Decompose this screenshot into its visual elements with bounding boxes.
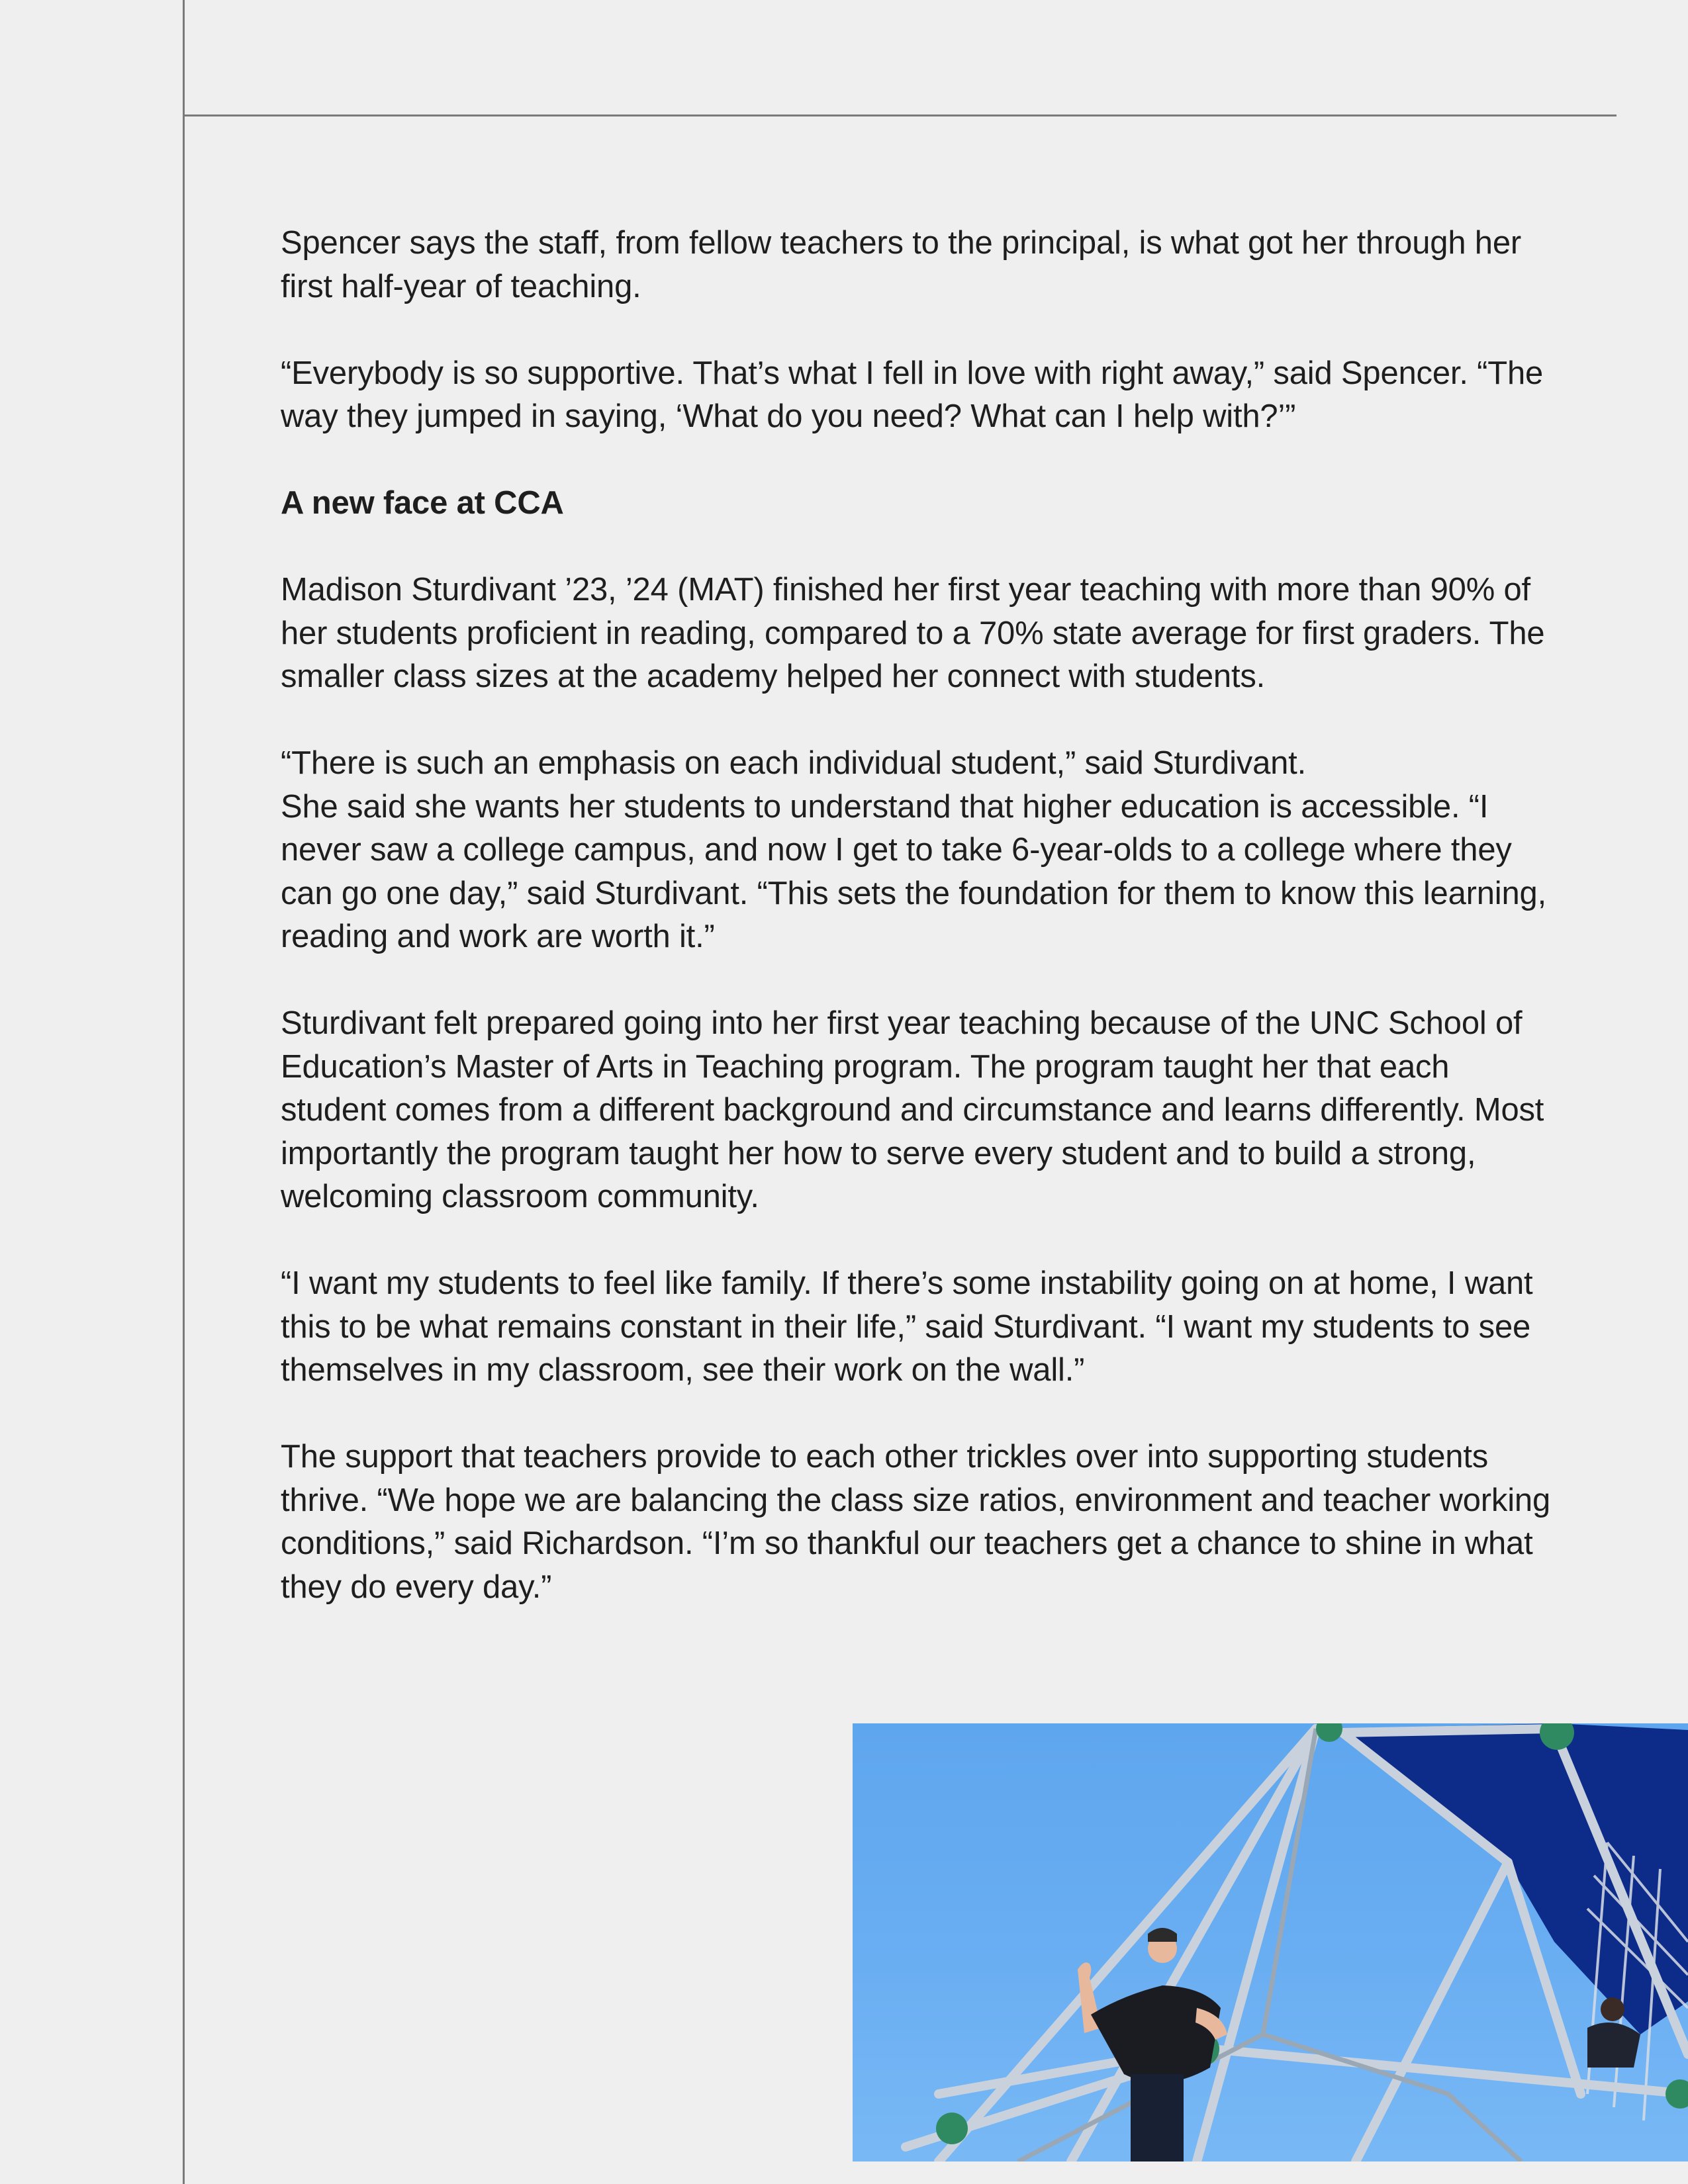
paragraph-richardson-quote: The support that teachers provide to each other trickles over into supporting students thrive. “We hope we are balancing the class size ratios, environment and teacher working conditions,” said Richardson. “I’m so thankful our teachers get a chance to shine in what they do every day.”: [281, 1439, 1550, 1605]
paragraph-higher-education: She said she wants her students to understand that higher education is accessible. “I never saw a college campus, and now I get to take 6-year-olds to a college where they can go one day,” said Sturdivant. “This sets the foundation for them to know this learning, reading and work are worth it.”: [281, 788, 1547, 954]
paragraph-family-quote: “I want my students to feel like family. If there’s some instability going on at home, I want this to be what remains constant in their life,” said Sturdivant. “I want my students to see themselves in my classroom, see their work on the wall.”: [281, 1265, 1533, 1388]
paragraph-mat-program: Sturdivant felt prepared going into her first year teaching because of the UNC School of Education’s Master of Arts in Teaching program. The program taught her that each student comes from a different background and circumstance and learns differently. Most importantly the program taught her how to serve every student and to build a strong, welcoming classroom community.: [281, 1005, 1544, 1214]
paragraph-sturdivant-results: Madison Sturdivant ’23, ’24 (MAT) finished her first year teaching with more than 90% of her students proficient in reading, compared to a 70% state average for first graders. The smaller class sizes at the academy helped her connect with students.: [281, 572, 1545, 694]
paragraph-spencer-quote: “Everybody is so supportive. That’s what I fell in love with right away,” said Spencer. “The way they jumped in saying, ‘What do you need? What can I help with?’”: [281, 355, 1544, 434]
margin-rule-vertical: [183, 0, 185, 2184]
playground-photo: [853, 1723, 1688, 2161]
article-body: [281, 222, 1558, 1653]
paragraph-sturdivant-quote: “There is such an emphasis on each individual student,” said Sturdivant.: [281, 745, 1307, 781]
paragraph-staff-support: Spencer says the staff, from fellow teachers to the principal, is what got her through her first half-year of teaching.: [281, 225, 1522, 304]
section-heading: A new face at CCA: [281, 485, 564, 521]
header-rule-horizontal: [183, 114, 1617, 116]
